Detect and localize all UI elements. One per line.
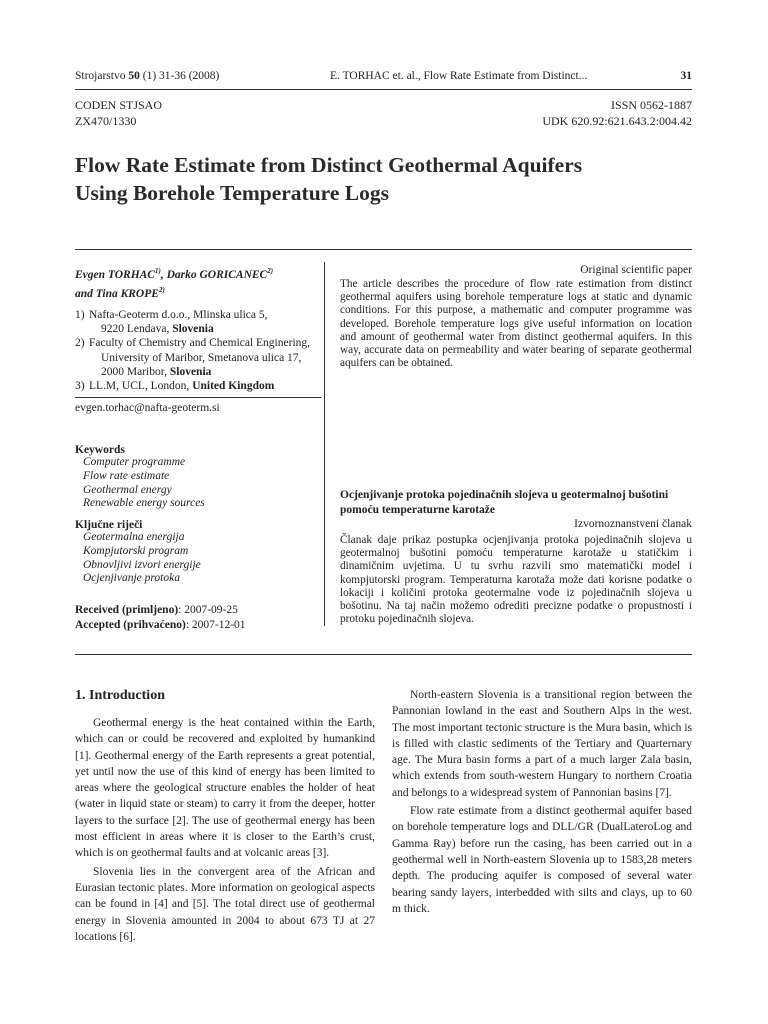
udk: UDK 620.92:621.643.2:004.42 bbox=[542, 113, 692, 128]
abstract-hr-type: Izvornoznanstveni članak bbox=[574, 518, 692, 530]
kljucne-heading: Ključne riječi bbox=[75, 519, 143, 531]
page-number: 31 bbox=[680, 70, 692, 82]
keywords-block bbox=[75, 444, 315, 511]
body-column-right bbox=[392, 687, 692, 917]
abstract-hr: Članak daje prikaz postupka ocjenjivanja protoka pojedinačnih slojeva u geotermalnoj bušotini pomoću temperaturne karotaže u statičkim i dinamičnim uvjetima. U tu svrhu razvili smo matematički model i kompjutorski program. Temperaturna karotaža može dati korisne podatke o lokaciji i količini protoka geotermalne vode iz pojedinačnih slojeva u bošotinu. Na taj način možemo odrediti precizne podatke o propustnosti i protoku pojedinačnih slojeva. bbox=[340, 534, 692, 626]
coden: CODEN STJSAO bbox=[75, 98, 163, 112]
author-2-sup: 2) bbox=[267, 267, 274, 275]
authors: Evgen TORHAC$^{1)}$, Darko GORICANEC$^{2)}$ and Tina KROPE$^{2)}$ bbox=[75, 267, 274, 300]
kljucne-item: Geotermalna energija bbox=[83, 531, 185, 543]
codes-right bbox=[542, 98, 692, 129]
dates-block bbox=[75, 603, 246, 632]
journal-volume: 50 bbox=[128, 70, 140, 82]
affiliation-2: 2) Faculty of Chemistry and Chemical Enginering, University of Maribor, Smetanova ulica 17, 2000 Maribor, Slovenia bbox=[75, 337, 311, 378]
journal-name: Strojarstvo bbox=[75, 70, 126, 82]
author-1: Evgen TORHAC bbox=[75, 268, 155, 281]
paragraph: Flow rate estimate from a distinct geothermal aquifer based on borehole temperature logs and DLL/GR (DualLateroLog and Gamma Ray) before run the casing, has been carried out in a geothermal well in North-eastern Slovenia up to 1583,28 meters depth. The producing aquifer is composed of several water bearing sandy layers, interbedded with silts and clays, up to 60 m thick. bbox=[392, 805, 692, 915]
title-rule bbox=[75, 249, 692, 250]
abstract-en: The article describes the procedure of flow rate estimation from distinct geothermal aquifers using borehole temperature logs at static and dynamic conditions. For this purpose, a mathematic and computer programme was developed. Borehole temperature logs give useful information on location and amount of geothermal water from distinct geothermal aquifers. In this way, accurate data on permeability and water bearing of separate geothermal aquifers can be obtained. bbox=[340, 278, 692, 370]
author-3-sup: 2) bbox=[158, 285, 165, 294]
abstract-hr-title: Ocjenjivanje protoka pojedinačnih slojeva u geotermalnoj bušotini pomoću temperaturne karotaže bbox=[340, 489, 669, 516]
author-2: Darko GORICANEC bbox=[166, 268, 268, 281]
paper-title-line2: Using Borehole Temperature Logs bbox=[75, 181, 389, 205]
paper-title-line1: Flow Rate Estimate from Distinct Geothermal Aquifers bbox=[75, 153, 583, 177]
author-and: and bbox=[75, 287, 93, 300]
keyword-item: Renewable energy sources bbox=[83, 497, 205, 510]
author-email[interactable]: evgen.torhac@nafta-geoterm.si bbox=[75, 402, 220, 414]
paragraph: North-eastern Slovenia is a transitional region between the Pannonian lowland in the east and Southern Alps in the west. The most important tectonic structure is the Mura basin, which is is filled with clastic sediments of the Tertiary and Quarternary age. The Mura basin forms a part of a much larger Zala basin, which extends from south-western Hungary to northern Croatia and belongs to a widespread system of Pannonian basins [7]. bbox=[392, 689, 692, 799]
kljucne-item: Ocjenjivanje protoka bbox=[83, 572, 180, 585]
keywords-heading: Keywords bbox=[75, 444, 125, 456]
column-divider bbox=[324, 262, 325, 626]
issn: ISSN 0562-1887 bbox=[610, 98, 692, 112]
paragraph: Geothermal energy is the heat contained within the Earth, which can or could be recovered and exploited by humankind [1]. Geothermal energy of the Earth represents a great potential, yet until now the use of this kind of energy has been limited to areas where the geological structure enables the holder of heat (water in liquid state or steam) to carry it from the deeper, hotter layers to the surface [2]. The use of geothermal energy has been most efficient in areas where it is closer to the Earth’s crust, which is on geothermal faults and at volcanic areas [3]. bbox=[75, 717, 375, 860]
kljucne-item: Obnovljivi izvori energije bbox=[83, 558, 201, 571]
affiliation-3: 3) LL.M, UCL, London, United Kingdom bbox=[75, 380, 275, 393]
accepted-date: Accepted (prihvaćeno): 2007-12-01 bbox=[75, 618, 246, 631]
affiliations bbox=[75, 308, 325, 393]
author-1-sup: 1) bbox=[154, 267, 161, 275]
received-date: Received (primljeno): 2007-09-25 bbox=[75, 604, 238, 616]
affiliation-rule bbox=[75, 397, 321, 398]
header-rule bbox=[75, 89, 692, 90]
front-matter-rule bbox=[75, 654, 692, 655]
journal-issue: (1) 31-36 (2008) bbox=[142, 70, 220, 82]
author-3: Tina KROPE bbox=[95, 287, 159, 300]
codes-left bbox=[75, 98, 162, 129]
paragraph: Slovenia lies in the convergent area of the African and Eurasian tectonic plates. More information on geological aspects can be found in [4] and [5]. The total direct use of geothermal energy in Slovenia amounted in 2004 to about 673 TJ at 27 locations [6]. bbox=[75, 865, 375, 943]
journal-citation bbox=[75, 70, 219, 82]
paper-type: Original scientific paper bbox=[580, 264, 692, 276]
body-column-left bbox=[75, 715, 375, 945]
zx-code: ZX470/1330 bbox=[75, 113, 137, 128]
kljucne-block bbox=[75, 519, 315, 586]
keyword-item: Computer programme bbox=[83, 456, 186, 468]
section-heading: 1. Introduction bbox=[75, 688, 165, 703]
kljucne-item: Kompjutorski program bbox=[83, 544, 189, 557]
affiliation-1: 1) Nafta-Geoterm d.o.o., Mlinska ulica 5, 9220 Lendava, Slovenia bbox=[75, 309, 268, 336]
keyword-item: Flow rate estimate bbox=[83, 469, 170, 482]
paper-title bbox=[75, 151, 692, 207]
keyword-item: Geothermal energy bbox=[83, 483, 172, 496]
running-title: E. TORHAC et. al., Flow Rate Estimate from Distinct... bbox=[330, 70, 588, 82]
